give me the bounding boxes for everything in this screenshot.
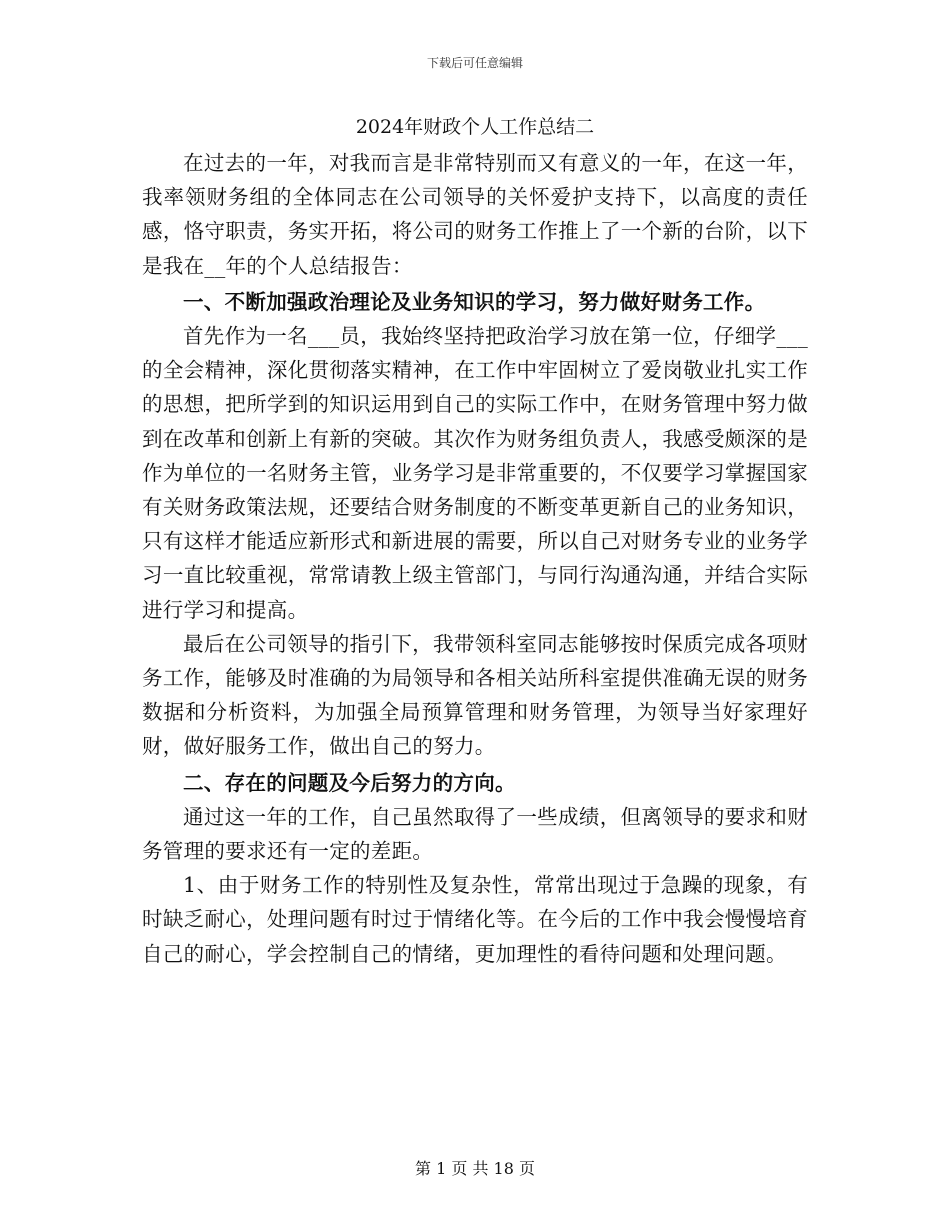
- document-title: 2024年财政个人工作总结二: [355, 116, 595, 138]
- paragraph-leadership: 最后在公司领导的指引下，我带领科室同志能够按时保质完成各项财务工作，能够及时准确的为局领导和各相关站所科室提供准确无误的财务数据和分析资料，为加强全局预算管理和财务管理，为领导当好家理好财，做好服务工作，做出自己的努力。: [142, 631, 808, 759]
- paragraph-study: 首先作为一名___员，我始终坚持把政治学习放在第一位，仔细学___的全会精神，深化贯彻落实精神，在工作中牢固树立了爱岗敬业扎实工作的思想，把所学到的知识运用到自己的实际工作中，在财务管理中努力做到在改革和创新上有新的突破。其次作为财务组负责人，我感受颇深的是作为单位的一名财务主管，业务学习是非常重要的，不仅要学习掌握国家有关财务政策法规，还要结合财务制度的不断变革更新自己的业务知识，只有这样才能适应新形式和新进展的需要，所以自己对财务专业的业务学习一直比较重视，常常请教上级主管部门，与同行沟通沟通，并结合实际进行学习和提高。: [142, 324, 808, 622]
- page-number: 第 1 页 共 18 页: [415, 1159, 535, 1178]
- section-heading-2: 二、存在的问题及今后努力的方向。: [183, 770, 516, 795]
- document-body: [142, 112, 808, 971]
- header-note: 下载后可任意编辑: [426, 56, 523, 70]
- section-heading-1: 一、不断加强政治理论及业务知识的学习，努力做好财务工作。: [183, 289, 766, 314]
- paragraph-intro: 在过去的一年，对我而言是非常特别而又有意义的一年，在这一年，我率领财务组的全体同志在公司领导的关怀爱护支持下，以高度的责任感，恪守职责，务实开拓，将公司的财务工作推上了一个新的台阶，以下是我在__年的个人总结报告：: [142, 151, 808, 278]
- paragraph-gap: 通过这一年的工作，自己虽然取得了一些成绩，但离领导的要求和财务管理的要求还有一定的差距。: [142, 804, 808, 864]
- paragraph-point-1: 1、由于财务工作的特别性及复杂性，常常出现过于急躁的现象，有时缺乏耐心，处理问题有时过于情绪化等。在今后的工作中我会慢慢培育自己的耐心，学会控制自己的情绪，更加理性的看待问题和处理问题。: [142, 873, 808, 966]
